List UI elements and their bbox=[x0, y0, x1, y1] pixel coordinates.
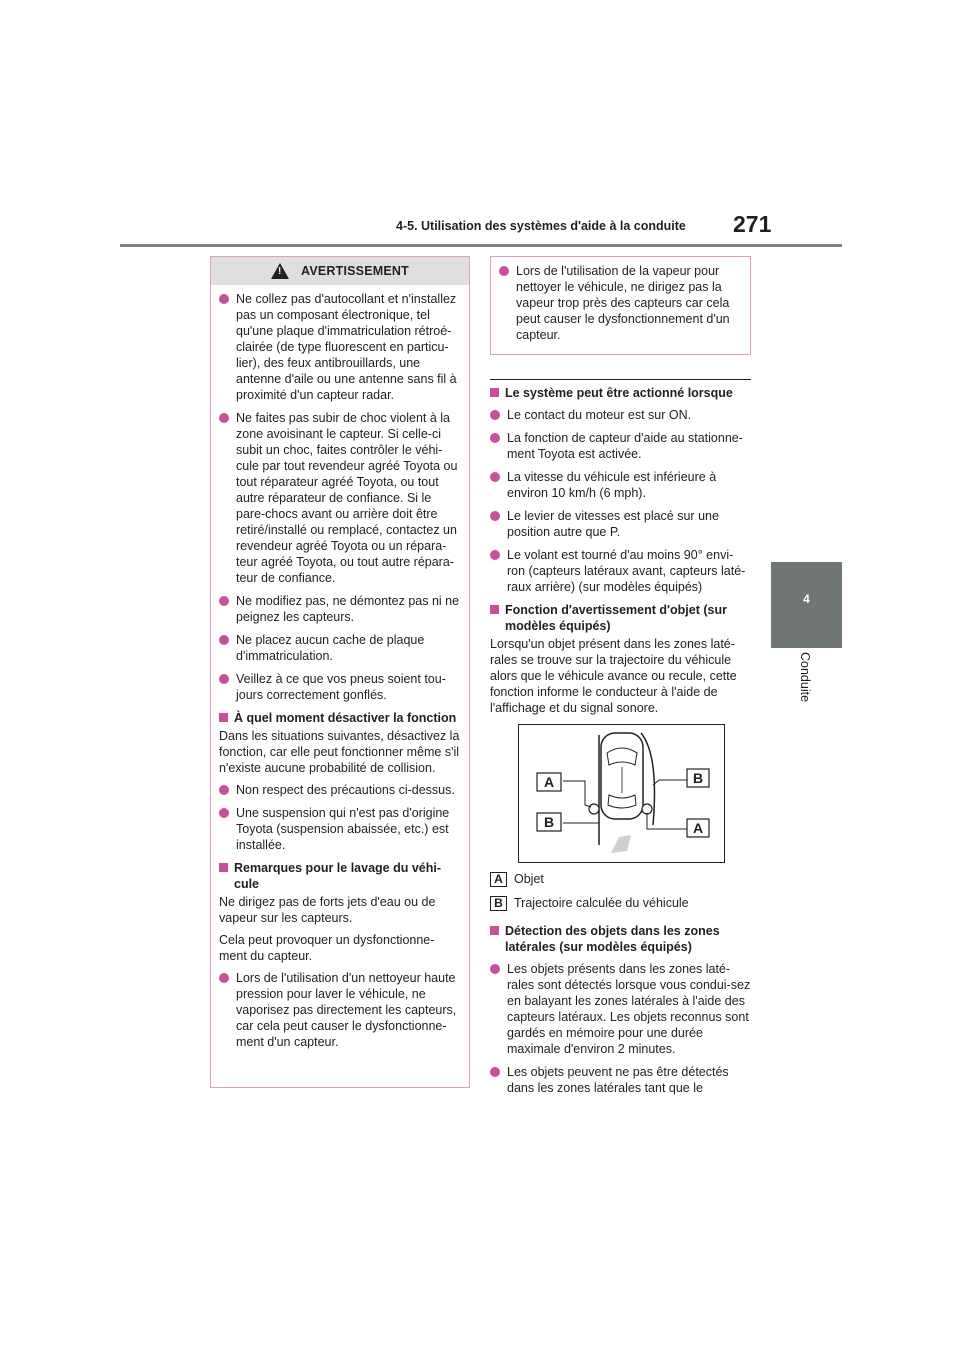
list-item-text: Lors de l'utilisation de la vapeur pour nettoyer le véhicule, ne dirigez pas la vapeur trop près des capteurs car cela peut causer le dysfonctionnement d'un capteur. bbox=[516, 264, 730, 342]
diagram-illustration bbox=[519, 725, 724, 862]
square-icon bbox=[219, 863, 228, 872]
list-item-text: Lors de l'utilisation d'un nettoyeur haute pression pour laver le véhicule, ne vaporisez pas directement les capteurs, car cela peut causer le dysfonctionne-ment d'un capteur. bbox=[236, 971, 457, 1049]
bullet-icon bbox=[219, 808, 229, 818]
motion-arrow-icon bbox=[611, 835, 631, 853]
car-windshield bbox=[607, 748, 637, 765]
list-item bbox=[490, 508, 751, 540]
subheading bbox=[219, 710, 461, 726]
label-connector bbox=[653, 780, 687, 785]
list-item-text: Le contact du moteur est sur ON. bbox=[507, 408, 692, 422]
bullet-icon bbox=[490, 511, 500, 521]
bullet-icon bbox=[219, 785, 229, 795]
subheading bbox=[490, 923, 751, 955]
list-item-text: Les objets peuvent ne pas être détectés dans les zones latérales tant que le bbox=[507, 1065, 729, 1095]
bullet-icon bbox=[499, 266, 509, 276]
bullet-icon bbox=[490, 550, 500, 560]
paragraph: Cela peut provoquer un dysfonctionne-ment du capteur. bbox=[219, 933, 435, 963]
subheading bbox=[490, 602, 751, 634]
section-rule bbox=[490, 379, 751, 380]
right-column bbox=[490, 256, 751, 1103]
chapter-label: Conduite bbox=[798, 652, 812, 703]
legend-key: B bbox=[490, 896, 507, 911]
diagram-label: B bbox=[543, 814, 555, 830]
bullet-icon bbox=[490, 1067, 500, 1077]
legend bbox=[490, 871, 751, 911]
square-icon bbox=[490, 926, 499, 935]
list-item-text: La fonction de capteur d'aide au stationne-ment Toyota est activée. bbox=[507, 431, 743, 461]
bullet-icon bbox=[490, 472, 500, 482]
sensor-icon bbox=[642, 804, 652, 814]
list-item bbox=[219, 291, 461, 403]
label-connector bbox=[563, 781, 591, 807]
paragraph: Ne dirigez pas de forts jets d'eau ou de vapeur sur les capteurs. bbox=[219, 895, 436, 925]
list-item bbox=[219, 410, 461, 586]
list-item bbox=[219, 593, 461, 625]
list-item-text: Une suspension qui n'est pas d'origine Toyota (suspension abaissée, etc.) est installée. bbox=[236, 806, 450, 852]
warning-title: AVERTISSEMENT bbox=[301, 264, 409, 278]
warning-header bbox=[211, 257, 469, 285]
page-number: 271 bbox=[733, 211, 772, 237]
list-item-text: Ne placez aucun cache de plaque d'immatriculation. bbox=[236, 633, 425, 663]
legend-row bbox=[490, 871, 751, 887]
bullet-icon bbox=[219, 596, 229, 606]
subheading-text: À quel moment désactiver la fonction bbox=[234, 711, 457, 725]
list-item-text: Les objets présents dans les zones laté-rales sont détectés lorsque vous condui-sez en balayant les zones latérales à l'aide des capteurs latéraux. Les objets reconnus sont gardés en mémoire pour une durée maximale d'environ 2 minutes. bbox=[507, 962, 751, 1056]
list-item-text: Ne faites pas subir de choc violent à la zone avoisinant le capteur. Si celle-ci subit un choc, faites contrôler le véhi-cule par tout revendeur agréé Toyota ou tout réparateur agréé Toyota, ou tout autre réparateur de confiance. Si le pare-chocs avant ou arrière doit être retiré/installé ou remplacé, contactez un revendeur agréé Toyota ou un répara-teur agréé Toyota, ou tout autre répara-teur de confiance. bbox=[236, 411, 458, 585]
bullet-icon bbox=[219, 413, 229, 423]
list-item bbox=[219, 632, 461, 664]
list-item-text: Le levier de vitesses est placé sur une position autre que P. bbox=[507, 509, 719, 539]
list-item bbox=[490, 547, 751, 595]
diagram-label: A bbox=[543, 774, 555, 790]
list-item bbox=[490, 469, 751, 501]
legend-key: A bbox=[490, 872, 507, 887]
sensor-icon bbox=[589, 804, 599, 814]
list-item-text: Non respect des précautions ci-dessus. bbox=[236, 783, 455, 797]
list-item bbox=[490, 961, 751, 1057]
list-item-text: Ne collez pas d'autocollant et n'installez pas un composant électronique, tel qu'une plaque d'immatriculation rétroé-clairée (de type fluorescent en particu-lier), des feux antibrouillards, une antenne d'aile ou une antenne sans fil à proximité d'un capteur radar. bbox=[236, 292, 457, 402]
list-item bbox=[219, 970, 461, 1050]
legend-row bbox=[490, 895, 751, 911]
subheading-text: Le système peut être actionné lorsque bbox=[505, 386, 733, 400]
warning-icon: ! bbox=[271, 263, 289, 279]
legend-text: Objet bbox=[514, 872, 544, 886]
square-icon bbox=[219, 713, 228, 722]
bullet-icon bbox=[219, 294, 229, 304]
chapter-tab bbox=[771, 562, 842, 648]
header-rule bbox=[120, 244, 842, 247]
bullet-icon bbox=[490, 433, 500, 443]
paragraph: Lorsqu'un objet présent dans les zones laté-rales se trouve sur la trajectoire du véhicule alors que le véhicule avance ou recule, cette fonction informe le conducteur à l'aide de l'affichage et du signal sonore. bbox=[490, 637, 737, 715]
warning-box-continued bbox=[490, 256, 751, 355]
detection-diagram bbox=[518, 724, 725, 863]
list-item bbox=[219, 782, 461, 798]
subheading-text: Remarques pour le lavage du véhi-cule bbox=[234, 861, 442, 891]
subheading bbox=[219, 860, 461, 892]
bullet-icon bbox=[219, 635, 229, 645]
list-item bbox=[219, 671, 461, 703]
subheading-text: Détection des objets dans les zones latérales (sur modèles équipés) bbox=[505, 924, 720, 954]
bullet-icon bbox=[219, 674, 229, 684]
list-item bbox=[490, 407, 751, 423]
square-icon bbox=[490, 388, 499, 397]
section-title: 4-5. Utilisation des systèmes d'aide à la conduite bbox=[396, 219, 686, 233]
list-item-text: Le volant est tourné d'au moins 90° envi-ron (capteurs latéraux avant, capteurs laté-raux arrière) (sur modèles équipés) bbox=[507, 548, 746, 594]
list-item-text: La vitesse du véhicule est inférieure à environ 10 km/h (6 mph). bbox=[507, 470, 717, 500]
subheading-text: Fonction d'avertissement d'objet (sur modèles équipés) bbox=[505, 603, 727, 633]
list-item bbox=[499, 263, 742, 343]
diagram-label: A bbox=[692, 820, 704, 836]
paragraph: Dans les situations suivantes, désactivez la fonction, car elle peut fonctionner même s'il n'existe aucune probabilité de collision. bbox=[219, 729, 460, 775]
warning-box bbox=[210, 256, 470, 1088]
list-item bbox=[490, 430, 751, 462]
list-item-text: Ne modifiez pas, ne démontez pas ni ne peignez les capteurs. bbox=[236, 594, 460, 624]
list-item bbox=[490, 1064, 751, 1096]
bullet-icon bbox=[490, 964, 500, 974]
square-icon bbox=[490, 605, 499, 614]
subheading bbox=[490, 385, 751, 401]
diagram-label: B bbox=[692, 770, 704, 786]
bullet-icon bbox=[490, 410, 500, 420]
warning-body bbox=[211, 285, 469, 1065]
legend-text: Trajectoire calculée du véhicule bbox=[514, 896, 689, 910]
bullet-icon bbox=[219, 973, 229, 983]
chapter-number: 4 bbox=[803, 592, 810, 606]
list-item bbox=[219, 805, 461, 853]
list-item-text: Veillez à ce que vos pneus soient tou-jours correctement gonflés. bbox=[236, 672, 446, 702]
left-column bbox=[210, 256, 470, 1088]
